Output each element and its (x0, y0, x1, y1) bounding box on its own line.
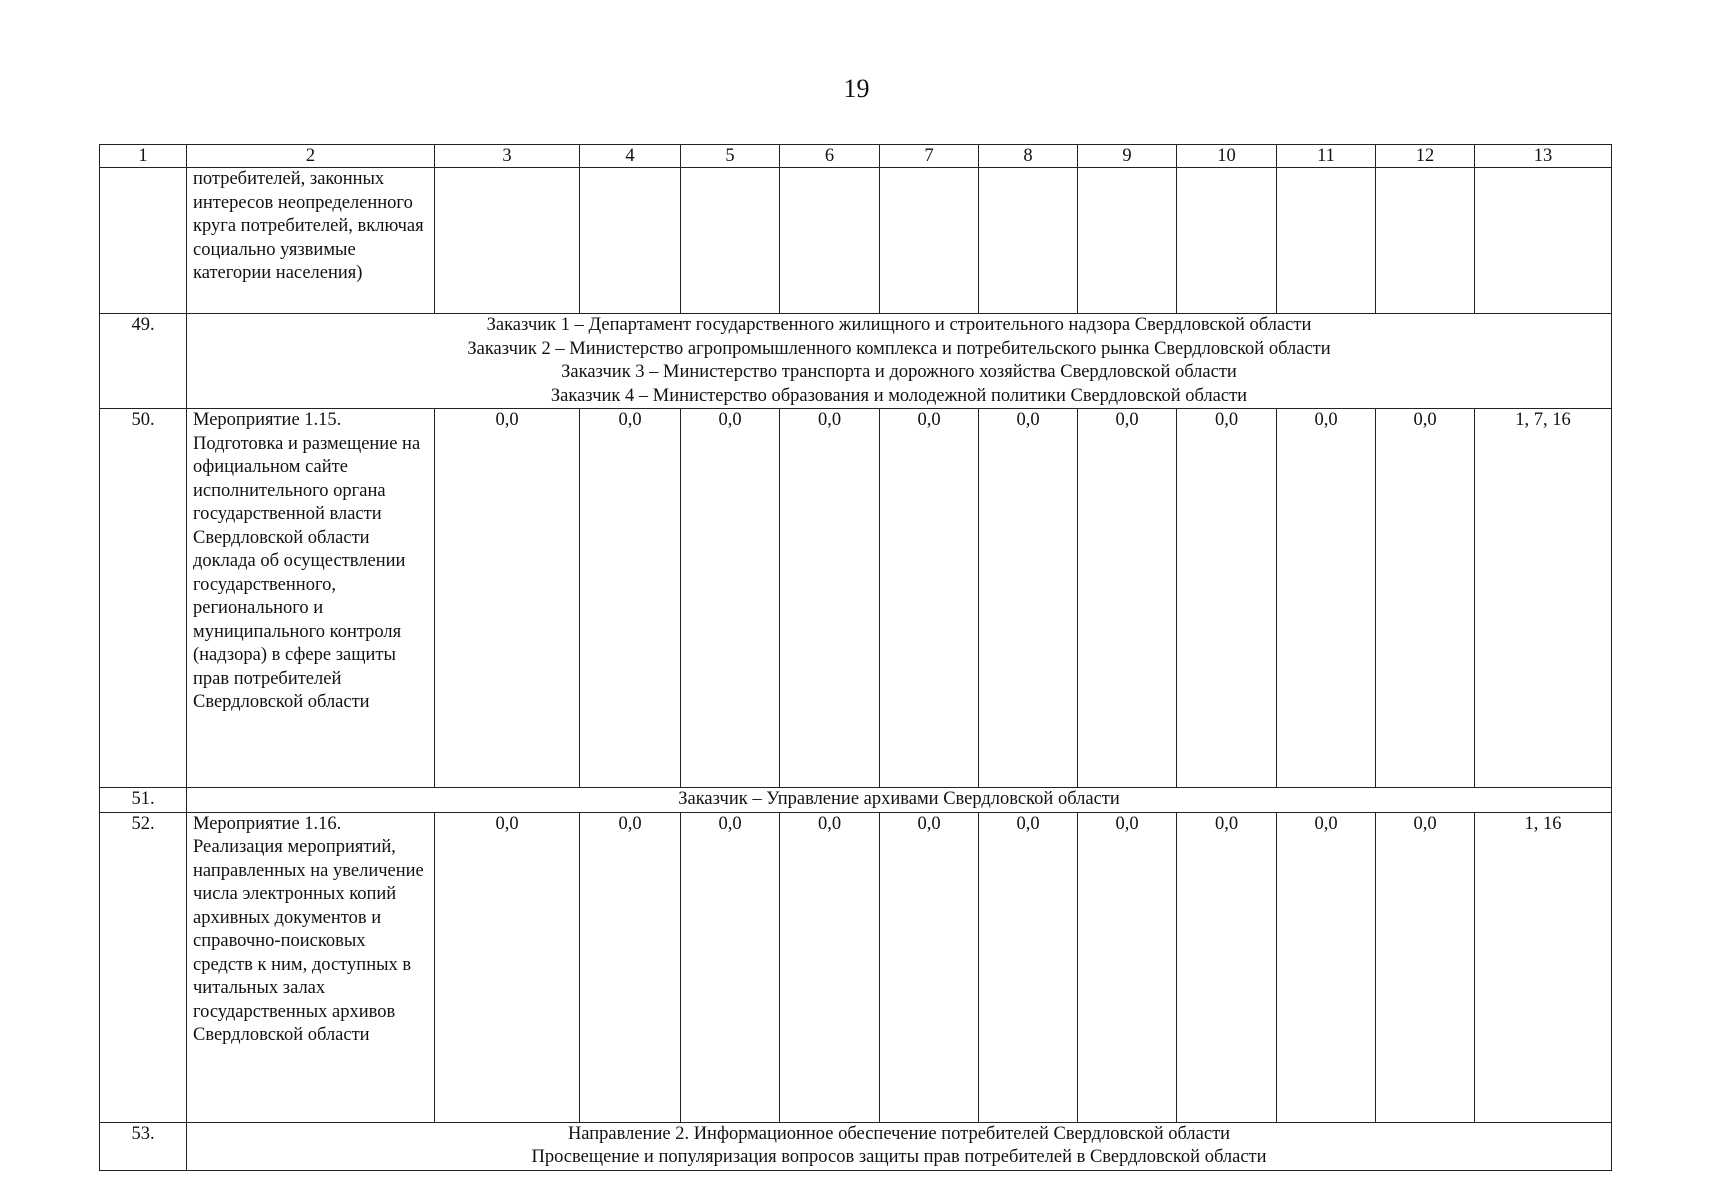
value-cell (780, 168, 880, 314)
value-cell: 0,0 (1376, 409, 1475, 788)
refs-cell: 1, 7, 16 (1475, 409, 1612, 788)
table-row-49 (100, 314, 1612, 409)
value-cell: 0,0 (1376, 812, 1475, 1122)
value-cell: 0,0 (1277, 409, 1376, 788)
activity-name-cell: Мероприятие 1.15. Подготовка и размещение на официальном сайте исполнительного органа государственной власти Свердловской области доклада об осуществлении государственного, регионального и муниципального контроля (надзора) в сфере защиты прав потребителей Свердловской области (187, 409, 435, 788)
value-cell: 0,0 (580, 409, 681, 788)
value-cell: 0,0 (979, 812, 1078, 1122)
column-header: 4 (580, 145, 681, 168)
row-index-cell: 51. (100, 788, 187, 813)
row-index-cell: 52. (100, 812, 187, 1122)
customer-line: Заказчик 2 – Министерство агропромышленного комплекса и потребительского рынка Свердловской области (467, 338, 1331, 359)
value-cell (979, 168, 1078, 314)
value-cell (1177, 168, 1277, 314)
table-row-52 (100, 812, 1612, 1122)
value-cell (1078, 168, 1177, 314)
activity-name-cell: Мероприятие 1.16. Реализация мероприятий, направленных на увеличение числа электронных копий архивных документов и справочно-поисковых средств к ним, доступных в читальных залах государственных архивов Свердловской области (187, 812, 435, 1122)
customer-line: Заказчик 3 – Министерство транспорта и дорожного хозяйства Свердловской области (561, 362, 1237, 382)
value-cell: 0,0 (1277, 812, 1376, 1122)
value-cell (1277, 168, 1376, 314)
value-cell (1376, 168, 1475, 314)
customer-line: Заказчик 1 – Департамент государственного жилищного и строительного надзора Свердловской области (486, 315, 1312, 335)
column-header: 11 (1277, 145, 1376, 168)
value-cell: 0,0 (1078, 409, 1177, 788)
value-cell: 0,0 (681, 409, 780, 788)
value-cell: 0,0 (1078, 812, 1177, 1122)
value-cell (681, 168, 780, 314)
customer-line: Заказчик – Управление архивами Свердловской области (678, 789, 1120, 809)
column-header: 1 (100, 145, 187, 168)
customer-section-cell (187, 314, 1612, 409)
table-row-continued (100, 168, 1612, 314)
column-header: 13 (1475, 145, 1612, 168)
column-header: 9 (1078, 145, 1177, 168)
customer-section-cell (187, 788, 1612, 813)
row-index-cell: 49. (100, 314, 187, 409)
column-header: 8 (979, 145, 1078, 168)
direction-line: Направление 2. Информационное обеспечение потребителей Свердловской области (567, 1123, 1231, 1144)
value-cell (435, 168, 580, 314)
column-header: 10 (1177, 145, 1277, 168)
budget-table (99, 144, 1612, 1171)
value-cell: 0,0 (880, 409, 979, 788)
column-header: 3 (435, 145, 580, 168)
table-row-51 (100, 788, 1612, 813)
table-row-50 (100, 409, 1612, 788)
column-header: 5 (681, 145, 780, 168)
value-cell: 0,0 (880, 812, 979, 1122)
table-row-53 (100, 1122, 1612, 1170)
column-header: 12 (1376, 145, 1475, 168)
row-index-cell (100, 168, 187, 314)
value-cell: 0,0 (780, 812, 880, 1122)
direction-section-cell (187, 1122, 1612, 1170)
activity-name-cell: потребителей, законных интересов неопределенного круга потребителей, включая социально уязвимые категории населения) (187, 168, 435, 314)
value-cell (580, 168, 681, 314)
row-index-cell: 50. (100, 409, 187, 788)
value-cell (880, 168, 979, 314)
direction-line: Просвещение и популяризация вопросов защиты прав потребителей в Свердловской области (531, 1147, 1267, 1167)
column-header: 7 (880, 145, 979, 168)
refs-cell (1475, 168, 1612, 314)
value-cell: 0,0 (979, 409, 1078, 788)
value-cell: 0,0 (435, 812, 580, 1122)
value-cell: 0,0 (681, 812, 780, 1122)
value-cell: 0,0 (580, 812, 681, 1122)
row-index-cell: 53. (100, 1122, 187, 1170)
column-header: 2 (187, 145, 435, 168)
customer-line: Заказчик 4 – Министерство образования и молодежной политики Свердловской области (550, 385, 1248, 406)
value-cell: 0,0 (1177, 409, 1277, 788)
refs-cell: 1, 16 (1475, 812, 1612, 1122)
header-row (100, 145, 1612, 168)
page-number: 19 (843, 74, 870, 103)
value-cell: 0,0 (780, 409, 880, 788)
value-cell: 0,0 (435, 409, 580, 788)
column-header: 6 (780, 145, 880, 168)
value-cell: 0,0 (1177, 812, 1277, 1122)
